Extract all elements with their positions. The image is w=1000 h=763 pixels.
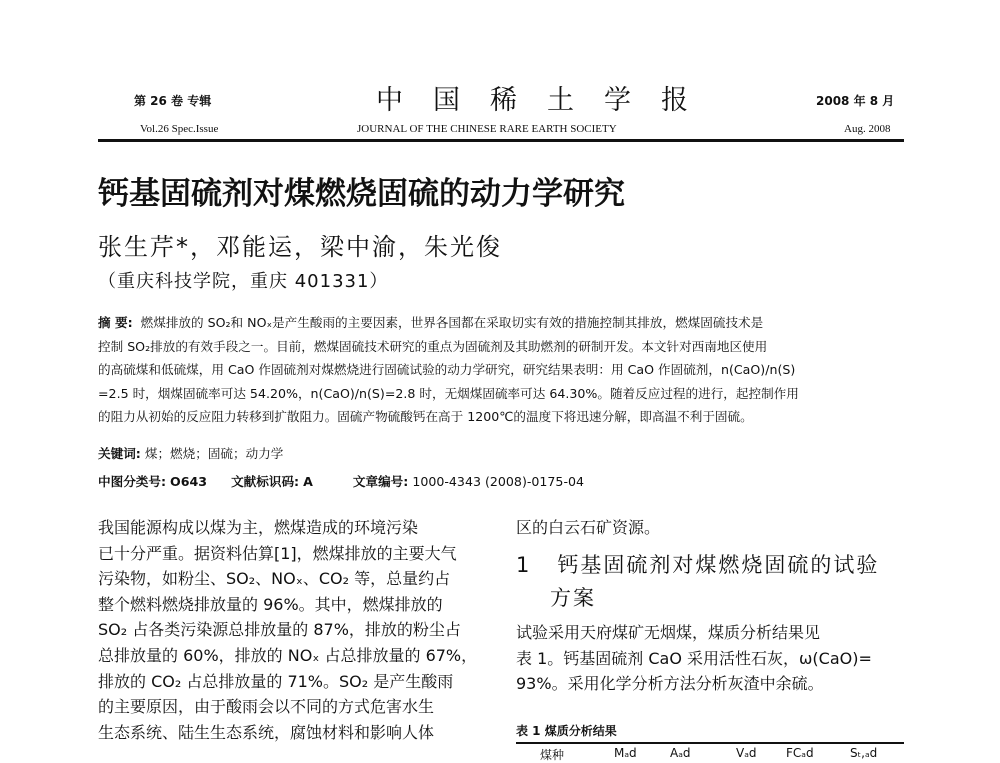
abstract-line-3: 的高硫煤和低硫煤，用 CaO 作固硫剂对煤燃烧进行固硫试验的动力学研究，研究结果表明：用 CaO 作固硫剂，n(CaO)/n(S) [98, 362, 796, 377]
section-number: 1 [516, 553, 532, 577]
doc-code-value: A [303, 474, 313, 489]
right-line-3: 93%。采用化学分析方法分析灰渣中余硫。 [516, 674, 824, 694]
section-title-line-2: 方案 [550, 586, 596, 610]
keywords-text: 煤；燃烧；固硫；动力学 [144, 446, 284, 461]
table-top-rule [516, 742, 904, 744]
body-right-column [516, 515, 906, 541]
section-1-heading [516, 549, 879, 579]
abstract-line-2: 控制 SO₂排放的有效手段之一。目前，燃煤固硫技术研究的重点为固硫剂及其助燃剂的研制开发。本文针对西南地区使用 [98, 338, 768, 354]
section-title-line-1: 钙基固硫剂对煤燃烧固硫的试验 [557, 553, 880, 577]
section-1-paragraph [516, 620, 906, 697]
volume-cn: 第 26 卷 专辑 [134, 94, 212, 108]
table-1-caption: 表 1 煤质分析结果 [516, 724, 617, 738]
article-title: 钙基固硫剂对煤燃烧固硫的动力学研究 [98, 176, 625, 212]
right-line-1: 试验采用天府煤矿无烟煤，煤质分析结果见 [516, 623, 821, 642]
journal-title-cn: 中国稀土学报 [376, 85, 718, 116]
table-header-fcad: FCₐd [786, 746, 814, 760]
right-line-first: 区的白云石矿资源。 [516, 518, 661, 537]
table-header-mad: Mₐd [614, 746, 637, 760]
abstract-line-1 [98, 311, 904, 335]
clc-label: 中图分类号: [98, 474, 167, 489]
table-header-stad: Sₜ,ₐd [850, 746, 878, 760]
article-no-value: 1000-4343 (2008)-0175-04 [412, 474, 585, 489]
left-line-8: 的主要原因，由于酸雨会以不同的方式危害水生 [98, 697, 435, 717]
keywords-label: 关键词: [98, 446, 141, 461]
left-line-4: 整个燃料燃烧排放量的 96%。其中，燃煤排放的 [98, 594, 443, 614]
journal-title-en: JOURNAL OF THE CHINESE RARE EARTH SOCIETY [357, 123, 617, 135]
date-en: Aug. 2008 [844, 123, 891, 135]
article-authors: 张生芹*，邓能运，梁中渝，朱光俊 [98, 233, 502, 261]
left-line-1: 我国能源构成以煤为主，燃煤造成的环境污染 [98, 518, 419, 537]
abstract-label: 摘 要: [98, 315, 133, 330]
table-header-vad: Vₐd [736, 746, 757, 760]
article-affiliation: （重庆科技学院，重庆 401331） [98, 271, 389, 292]
clc-value: O643 [170, 474, 208, 489]
left-line-2: 已十分严重。据资料估算[1]，燃煤排放的主要大气 [98, 543, 457, 563]
classification-line [98, 471, 584, 490]
body-left-column [98, 515, 490, 745]
doc-code-label: 文献标识码: [231, 474, 300, 489]
table-header-aad: Aₐd [670, 746, 691, 760]
abstract-line-5: 的阻力从初始的反应阻力转移到扩散阻力。固硫产物硫酸钙在高于 1200℃的温度下将迅速分解，即高温不利于固硫。 [98, 409, 753, 424]
article-no-label: 文章编号: [352, 474, 409, 489]
date-cn: 2008 年 8 月 [816, 94, 895, 108]
abstract-text-1: 燃煤排放的 SO₂和 NOₓ是产生酸雨的主要因素，世界各国都在采取切实有效的措施控制其排放，燃煤固硫技术是 [140, 315, 764, 330]
table-header-coal-type: 煤种 [540, 748, 565, 762]
right-line-2: 表 1。钙基固硫剂 CaO 采用活性石灰，ω(CaO)= [516, 648, 872, 668]
keywords [98, 443, 283, 462]
left-line-7: 排放的 CO₂ 占总排放量的 71%。SO₂ 是产生酸雨 [98, 671, 454, 691]
left-line-5: SO₂ 占各类污染源总排放量的 87%，排放的粉尘占 [98, 620, 461, 640]
abstract [98, 311, 904, 429]
left-line-3: 污染物，如粉尘、SO₂、NOₓ、CO₂ 等，总量约占 [98, 569, 451, 589]
abstract-line-4: =2.5 时，烟煤固硫率可达 54.20%，n(CaO)/n(S)=2.8 时，无烟煤固硫率可达 64.30%。随着反应过程的进行，起控制作用 [98, 385, 799, 401]
left-line-9: 生态系统、陆生生态系统，腐蚀材料和影响人体 [98, 722, 435, 742]
header-rule [98, 139, 904, 142]
left-line-6: 总排放量的 60%，排放的 NOₓ 占总排放量的 67%， [98, 645, 478, 665]
volume-en: Vol.26 Spec.Issue [140, 123, 219, 135]
